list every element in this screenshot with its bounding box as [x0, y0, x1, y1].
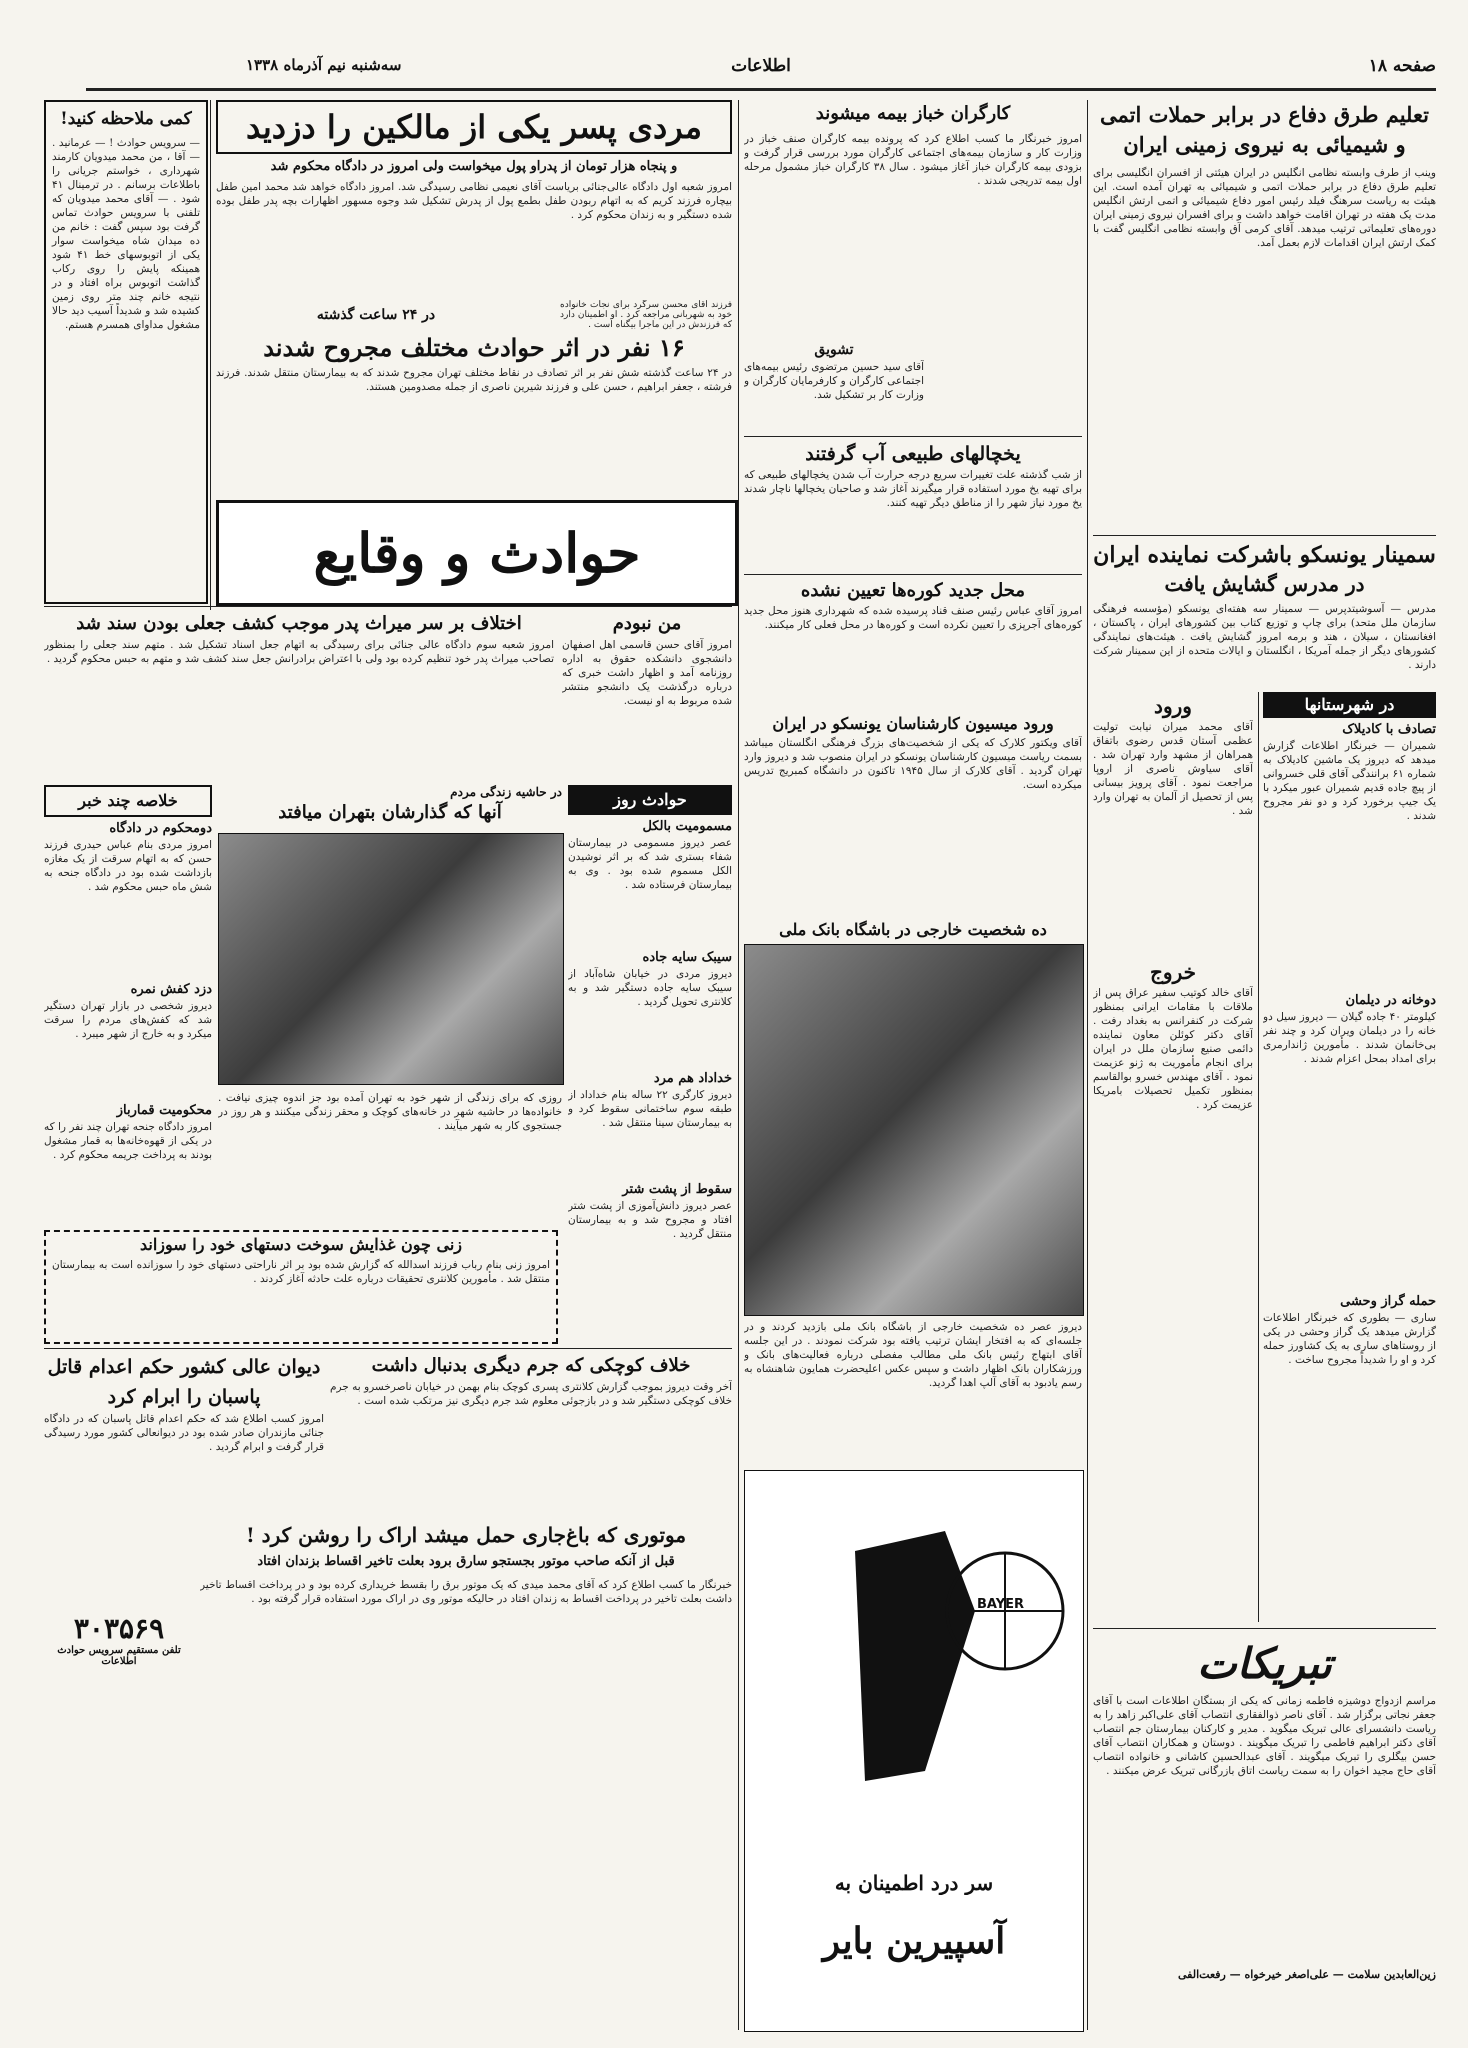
- congrats-section: [1093, 1634, 1436, 2034]
- article-body: امروز زنی بنام رباب فرزند اسدالله که گزارش شده بود بر اثر ناراحتی دستهای خود را سوزانده است به بیمارستان منتقل شد . مأمورین کلانتری تحقیقات درباره علت حادثه آغاز کردند .: [52, 1259, 550, 1285]
- section-rule: [44, 606, 732, 607]
- masthead: [86, 56, 1436, 82]
- kicker: در ۲۴ ساعت گذشته: [316, 307, 436, 323]
- article-body: امروز آقای عباس رئیس صنف قناد پرسیده شده که شهرداری هنوز محل جدید کوره‌های آجرپزی را تعیین نکرده است و کوره‌ها در محل فعلی کار میکنند.: [744, 605, 1082, 631]
- headline: موتوری که باغ‌جاری حمل میشد اراک را روشن کرد !: [245, 1523, 687, 1547]
- section-title: ورود: [1154, 694, 1192, 718]
- small-boy-article: [330, 1352, 732, 1512]
- ad-illustration: [745, 1471, 1083, 1891]
- ice-article: [744, 440, 1082, 570]
- arrivals-section: [1093, 692, 1253, 1622]
- article-body: روزی که برای زندگی از شهر خود به تهران آمده بود جز اندوه چیزی نیافت . خانواده‌ها در حاشیه شهر در خانه‌های کوچک و محقر زندگی میکنند و هر روز در جستجوی کار به شهر میآیند .: [218, 1092, 562, 1132]
- crime-col: [560, 300, 732, 330]
- ad-slogan: سر درد اطمینان به: [834, 1871, 994, 1895]
- article-body: امروز کسب اطلاع شد که حکم اعدام قاتل پاسبان که در دادگاه جنائی مازندران صادر شده بود در دیوانعالی کشور مورد رسیدگی قرار گرفت و ابرام گردید .: [44, 1413, 324, 1453]
- bayer-brand: BAYER: [977, 1597, 1025, 1612]
- column-rule: [1087, 100, 1088, 2030]
- headline: زنی چون غذایش سوخت دستهای خود را سوزاند: [139, 1235, 463, 1254]
- section-rule: [44, 1348, 732, 1349]
- section-title: تبریکات: [1197, 1639, 1332, 1688]
- item-title: مسمومیت بالکل: [642, 819, 732, 834]
- inheritance-article: [44, 610, 554, 780]
- item-title: خداداد هم مرد: [653, 1071, 732, 1086]
- section-rule: [744, 574, 1082, 575]
- section-title: خروج: [1150, 960, 1196, 984]
- item-title: محکومیت قمارباز: [116, 1103, 212, 1118]
- phone-label: تلفن مستقیم سرویس حوادث اطلاعات: [57, 1645, 181, 1667]
- item-title: دوخانه در دیلمان: [1345, 993, 1436, 1008]
- headline: دیوان عالی کشور حکم اعدام قاتل پاسبان را ابرام کرد: [47, 1356, 321, 1408]
- issue-date: سه‌شنبه نیم آذرماه ۱۳۳۸: [246, 56, 402, 74]
- section-rule: [1093, 1628, 1436, 1629]
- summary-section: [44, 785, 212, 1225]
- headline: کمی ملاحظه کنید!: [60, 109, 192, 129]
- market-article: [744, 578, 1082, 708]
- subheadline: در مدرس گشایش یافت: [1164, 572, 1365, 596]
- item-text: دیروز مردی در خیابان شاه‌آباد از سیبک سایه جاده دستگیر شد و به کلانتری تحویل گردید .: [568, 968, 732, 1008]
- photo-caption: ده شخصیت خارجی در باشگاه بانک ملی: [779, 920, 1047, 939]
- article-body: آخر وقت دیروز بموجب گزارش کلانتری پسری کوچک بنام بهمن در خیابان ناصرخسرو به جرم خلاف کوچکی دستگیر شد و در بازجوئی معلوم شد جرم دیگری نیز مرتکب شده است .: [330, 1381, 732, 1407]
- item-text: امروز مردی بنام عباس حیدری فرزند حسن که به اتهام سرقت از یک مغازه بازداشت شده بود در دادگاه جنحه به شش ماه حبس محکوم شد .: [44, 839, 212, 893]
- article-body: از شب گذشته علت تغییرات سریع درجه حرارت آب شدن یخچالهای طبیعی که برای تهیه یخ مورد استفاده قرار میگیرند آغاز شد و صاحبان یخچالها ناچار شدند یخ مورد نیاز شهر را از مناطق دیگر تهیه کنند.: [744, 469, 1082, 509]
- head-silhouette-icon: [855, 1531, 975, 1781]
- unesco-expert-article: [744, 712, 1082, 912]
- item-title: حمله گراز وحشی: [1340, 1294, 1436, 1309]
- kicker: در حاشیه زندگی مردم: [450, 785, 562, 799]
- headline: تشویق: [814, 342, 854, 358]
- subheadline: و پنجاه هزار تومان از پدراو پول میخواست ولی امروز در دادگاه محکوم شد: [270, 159, 678, 174]
- masthead-rule: [86, 88, 1436, 91]
- paper-name: اطلاعات: [731, 56, 791, 76]
- phone-box: [44, 1612, 194, 1682]
- headline: آنها که گذارشان بتهران میافتد: [278, 802, 502, 823]
- item-title: دومحکوم در دادگاه: [109, 821, 212, 836]
- item-text: عصر دیروز مسمومی در بیمارستان شفاء بستری شد که بر اثر نوشیدن الکل مسموم شده بود . وی به بیمارستان فرستاده شد .: [568, 837, 732, 891]
- unesco-article: [1093, 540, 1436, 690]
- article-body: وینب از طرف وابسته نظامی انگلیس در ایران هیئتی از افسران انگلیسی برای تعلیم طرق دفاع در برابر حملات اتمی و شیمیائی به تهران آمده است. این هیئت به ریاست سرهنگ فیلد رئیس امور دفاع شیمیائی و اتمی ارتش انگلیس مدت یک هفته در تهران اقامت خواهد داشت و برای افسران نیروی زمینی ایران دوره‌های تعلیماتی ترتیب میدهد. آقای کرمی آق وابسته نظامی انگلیس گفت با کمک ارتش ایران اقدامات لازم بعمل آمد.: [1093, 167, 1436, 249]
- item-title: سقوط از پشت شتر: [622, 1182, 732, 1197]
- item-text: دیروز کارگری ۲۲ ساله بنام خداداد از طبقه سوم ساختمانی سقوط کرد و به بیمارستان سینا منتقل شد .: [568, 1089, 732, 1129]
- bank-club-photo: [744, 944, 1084, 1316]
- column-rule: [1258, 692, 1259, 1622]
- encourage-article: [744, 340, 924, 430]
- item-text: شمیران — خبرنگار اطلاعات گزارش میدهد که دیروز یک ماشین کادیلاک به شماره ۶۱ برانندگی آقای قلی خسروانی از پیچ جاده قدیم شمیران عبور میکرد با یک جیپ برخورد کرد و دو نفر مجروح شدند .: [1263, 740, 1436, 822]
- life-feature: [218, 785, 562, 1225]
- family-photo: [218, 833, 564, 1085]
- item-text: عصر دیروز دانش‌آموزی از پشت شتر افتاد و مجروح شد و به بیمارستان منتقل گردید .: [568, 1200, 732, 1240]
- article-body: امروز شعبه اول دادگاه عالی‌جنائی بریاست آقای نعیمی نظامی رسیدگی شد. امروز دادگاه خواهد شد محمد امین طفل بیچاره فرزند کریم که به اتهام ربودن طفل بطمع پول از پدرش تشکیل شد وجوه مسهور اظهارات بچه پدر طفل بوده شده دستگیر و به زندان محکوم کرد .: [216, 181, 732, 221]
- headline: محل جدید کوره‌ها تعیین نشده: [800, 580, 1026, 601]
- column-rule: [738, 100, 739, 2030]
- ad-product: آسپیرین بایر: [822, 1920, 1006, 1962]
- injury-article: [216, 330, 732, 490]
- headline: من نبودم: [612, 613, 682, 634]
- column-rule: [210, 100, 211, 610]
- brief-events: [568, 785, 732, 1345]
- events-banner: [216, 500, 738, 606]
- item-text: ساری — بطوری که خبرنگار اطلاعات گزارش میدهد یک گراز وحشی در یکی از روستاهای ساری به یک کشاورز حمله کرد و او را شدیداً مجروح ساخت .: [1263, 1312, 1436, 1366]
- banner-text: حوادث و وقایع: [313, 521, 641, 585]
- bank-photo-story: [744, 1320, 1082, 1460]
- headline: ۱۶ نفر در اثر حوادث مختلف مجروح شدند: [263, 333, 685, 362]
- item-text: کیلومتر ۴۰ جاده گیلان — دیروز سیل دو خانه را در دیلمان ویران کرد و چند نفر بی‌خانمان شدند . مأمورین ژاندارمری برای امداد بمحل اعزام شدند .: [1263, 1011, 1436, 1065]
- item-text: امروز دادگاه جنحه تهران چند نفر را که در یکی از قهوه‌خانه‌ها به قمار مشغول بودند به پرداخت جریمه محکوم کرد .: [44, 1121, 212, 1161]
- section-text: آقای محمد میران نیابت تولیت عظمی آستان قدس رضوی باتفاق همراهان از مشهد وارد تهران شد . آقای سیاوش ناصری از اروپا مراجعت نمود . آقای پرویز بیسانی پس از تحصیل از آلمان به تهران وارد شد .: [1093, 721, 1253, 817]
- article-body: امروز شعبه سوم دادگاه عالی جنائی برای رسیدگی به اتهام جعل اسناد تشکیل شد . متهم سند جعلی را بمنظور تصاحب میراث پدر خود تنظیم کرده بود ولی با اعتراض برادرانش جعل سند کشف شد و متهم به حبس محکوم گردید .: [44, 639, 554, 665]
- item-title: تصادف با کادیلاک: [1342, 722, 1436, 737]
- not-dead-article: [562, 610, 732, 780]
- headline: مردی پسر یکی از مالکین را دزدید: [216, 100, 732, 154]
- article-body: در ۲۴ ساعت گذشته شش نفر بر اثر تصادف در نقاط مختلف تهران مجروح شدند که به بیمارستان منتقل شدند. فرزند فرشته ، جعفر ابراهیم ، حسن علی و فرزند شیرین ناصری از جمله مصدومین هستند.: [216, 367, 732, 393]
- article-body: امروز خبرنگار ما کسب اطلاع کرد که پرونده بیمه کارگران صنف خباز در وزارت کار و سازمان بیمه‌های اجتماعی کارگران مورد بررسی قرار گرفت و بزودی بیمه کارگران خباز آغاز میشود . سال ۳۸ کارگران خباز مشمول مرحله اول بیمه تدریجی شدند .: [744, 133, 1082, 187]
- item-title: دزد کفش نمره: [130, 982, 212, 997]
- page-number: صفحه ۱۸: [1368, 56, 1436, 76]
- section-text: مراسم ازدواج دوشیزه فاطمه زمانی که یکی از بستگان اطلاعات است با آقای جعفر نجاتی برگزار شد . آقای ناصر ذوالفقاری انتصاب آقای علی‌اکبر زاهد را به ریاست دانشسرای عالی تبریک میگوید . مدیر و کارکنان بیمارستان جم انتصاب آقای دکتر ابراهیم فاطمی را تبریک میگویند . دوستان و همکاران انتصاب آقای حسن بیگلری را تبریک میگویند . آقای عبدالحسین کاشانی و خانواده انتصاب آقای حاج مجید اخوان را به سمت ریاست اتاق بازرگانی تبریک عرض میکنند .: [1093, 1695, 1436, 1777]
- item-text: دیروز شخصی در بازار تهران دستگیر شد که کفش‌های مردم را سرقت میکرد و به خارج از شهر میبرد .: [44, 1000, 212, 1040]
- kidnap-article: [216, 100, 732, 300]
- headline: کارگران خباز بیمه میشوند: [815, 103, 1011, 124]
- headline: تعلیم طرق دفاع در برابر حملات اتمی و شیمیائی به نیروی زمینی ایران: [1100, 102, 1429, 157]
- phone-number: ۳۰۳۵۶۹: [73, 1612, 165, 1645]
- section-rule: [744, 436, 1082, 437]
- article-body: آقای ویکتور کلارک که یکی از شخصیت‌های بزرگ فرهنگی انگلستان میباشد بسمت ریاست میسیون کارشناسان یونسکو در ایران منصوب شد و دیروز وارد تهران گردید . آقای کلارک از سال ۱۹۴۵ تاکنون در دانشگاه کمبریج تدریس میکرده است.: [744, 737, 1082, 791]
- article-body: فرزند آقای محسن سرگرد برای نجات خانواده خود به شهربانی مراجعه کرد . او اطمینان دارد که فرزندش در این ماجرا بیگناه است .: [560, 300, 732, 330]
- article-body: امروز آقای حسن قاسمی اهل اصفهان دانشجوی دانشکده حقوق به اداره روزنامه آمد و اظهار داشت خبری که درباره درگذشت یک دانشجو منتشر شده مربوط به او نیست.: [562, 639, 732, 707]
- section-rule: [1093, 535, 1436, 536]
- motor-article: [200, 1520, 732, 2020]
- headline: خلاف کوچکی که جرم دیگری بدنبال داشت: [371, 1355, 691, 1376]
- article-body: آقای سید حسین مرتضوی رئیس بیمه‌های اجتماعی کارگران و کارفرمایان کارگران و وزارت کار بر تشکیل شد.: [744, 361, 924, 401]
- item-title: سیبک سایه جاده: [642, 950, 732, 965]
- note-text: — سرویس حوادث ! — عرمانید . — آقا ، من محمد میدویان کارمند شهرداری ، خواستم جریانی را باطلاعات برسانم . در ترمینال ۴۱ شود . — آقای محمد میدویان که تلفنی با سرویس حوادث تماس گرفت بود سپس گفت : خانم من ده میدان شاه میخواست سوار یکی از اتوبوسهای خط ۴۱ شود همینکه پایش را روی رکاب گذاشت اتوبوس براه افتاد و در نتیجه خانم چند متر روی زمین کشیده شد و شدیداً آسیب دید حالا مشغول مداوای همسرم هستم.: [52, 137, 200, 331]
- headline: اختلاف بر سر میراث پدر موجب کشف جعلی بودن سند شد: [76, 613, 522, 634]
- article-body: خبرنگار ما کسب اطلاع کرد که آقای محمد میدی که یک موتور برق را بقسط خریداری کرده بود و در پرداخت اقساط تاخیر داشت بعلت تاخیر در پرداخت اقساط به زندان افتاد در حالیکه موتور وی در اراک مورد استفاده قرار گرفته بود .: [200, 1579, 732, 1605]
- note-box: [44, 100, 208, 604]
- section-text: آقای خالد کوتیب سفیر عراق پس از ملاقات با مقامات ایرانی بمنظور شرکت در کنفرانس به بغداد رفت . آقای دکتر کوئلن معاون نماینده دائمی صنیع سازمان ملل در ایران برای انجام مأموریت به ژنو عزیمت نمود . آقای مهندس خسرو بوالقاسم بمنظور تکمیل تحصیلات بامریکا عزیمت کرد .: [1093, 987, 1253, 1111]
- section-title: حوادث روز: [568, 785, 732, 815]
- signoff: زین‌العابدین سلامت — علی‌اصغر خیرخواه — رفعت‌الفی: [1178, 1968, 1436, 1981]
- civil-defense-article: [1093, 100, 1436, 540]
- burned-hands-notice: [44, 1230, 558, 1344]
- headline: ورود میسیون کارشناسان یونسکو در ایران: [772, 714, 1054, 733]
- section-title: در شهرستانها: [1263, 692, 1436, 718]
- section-title: خلاصه چند خبر: [44, 785, 212, 817]
- article-body: مدرس — آسوشیتدپرس — سمینار سه هفته‌ای یونسکو (مؤسسه فرهنگی سازمان ملل متحد) برای چاپ و توزیع کتاب بین کشورهای ایران ، پاکستان ، افغانستان ، سیلان ، هند و برمه امروز گشایش یافت . هیئت‌های نمایندگی کشورهای دیگر از جمله آمریکا ، انگلستان و ایالات متحده از این سمینار شرکت دارند .: [1093, 603, 1436, 671]
- article-body: دیروز عصر ده شخصیت خارجی از باشگاه بانک ملی بازدید کردند و در جلسه‌ای که به افتخار ایشان ترتیب یافته بود شرکت نمودند . در این جلسه آقای ابتهاج رئیس بانک ملی مطالب مفصلی درباره فعالیت‌های بانک و ورزشکاران بانک اظهار داشت و سپس عکس اعلیحضرت همایون شاهنشاه به رسم یادبود به آقای آلپ اهدا گردید.: [744, 1321, 1082, 1389]
- headline: یخچالهای طبیعی آب گرفتند: [805, 443, 1021, 465]
- provinces-section: [1263, 692, 1436, 1622]
- bayer-ad: [744, 1470, 1084, 2032]
- headline: سمینار یونسکو باشرکت نماینده ایران: [1093, 542, 1436, 568]
- subheadline: قبل از آنکه صاحب موتور بجستجو سارق برود بعلت تاخیر اقساط بزندان افتاد: [257, 1554, 675, 1569]
